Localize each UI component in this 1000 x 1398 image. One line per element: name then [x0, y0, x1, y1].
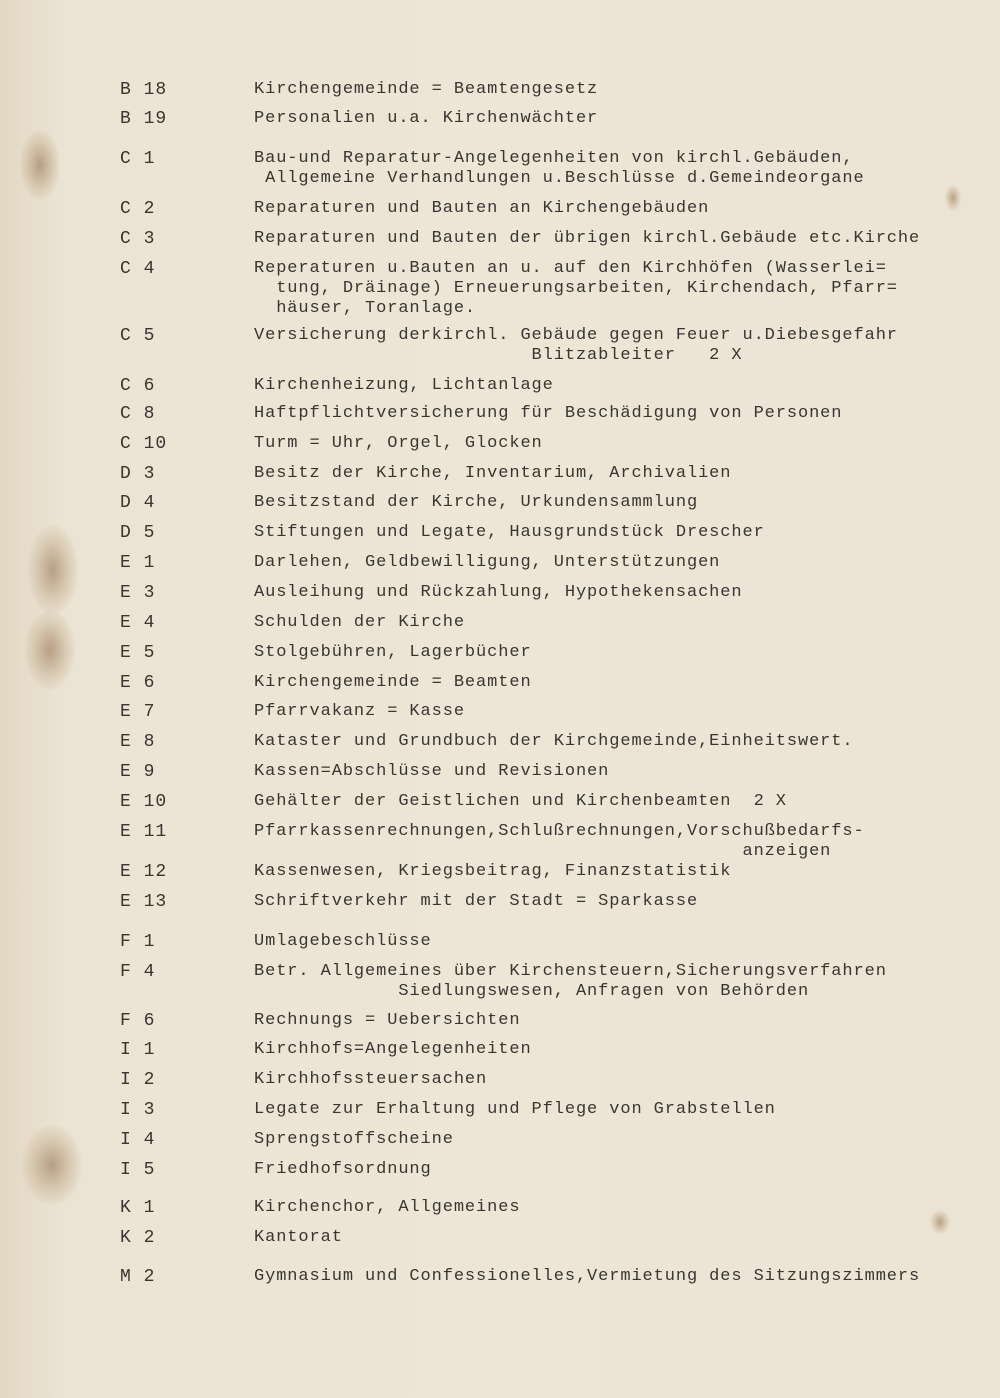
entry-description: Pfarrkassenrechnungen,Schlußrechnungen,Vorschußbedarfs- — [254, 822, 865, 841]
entry-description: Besitzstand der Kirche, Urkundensammlung — [254, 493, 699, 512]
entry-code: F 6 — [120, 1011, 156, 1031]
stain — [930, 1210, 950, 1234]
entry-description: Rechnungs = Uebersichten — [254, 1011, 521, 1030]
entry-code: F 1 — [120, 932, 156, 952]
stain — [945, 185, 961, 211]
entry-description: Reparaturen und Bauten an Kirchengebäuden — [254, 199, 710, 218]
entry-description: Bau-und Reparatur-Angelegenheiten von kirchl.Gebäuden, — [254, 149, 854, 168]
entry-description: häuser, Toranlage. — [254, 299, 477, 318]
entry-description: Kirchengemeinde = Beamtengesetz — [254, 80, 599, 99]
entry-description: Friedhofsordnung — [254, 1160, 432, 1179]
entry-code: I 5 — [120, 1160, 156, 1180]
entry-code: E 11 — [120, 822, 168, 842]
entry-description: Kirchengemeinde = Beamten — [254, 673, 532, 692]
entry-description: Betr. Allgemeines über Kirchensteuern,Sicherungsverfahren — [254, 962, 887, 981]
entry-description: Reparaturen und Bauten der übrigen kirchl.Gebäude etc.Kirche — [254, 229, 921, 248]
entry-code: E 4 — [120, 613, 156, 633]
entry-code: C 5 — [120, 326, 156, 346]
entry-description: Kirchhofs=Angelegenheiten — [254, 1040, 532, 1059]
entry-code: F 4 — [120, 962, 156, 982]
entry-code: E 3 — [120, 583, 156, 603]
entry-description: Reperaturen u.Bauten an u. auf den Kirchhöfen (Wasserlei= — [254, 259, 887, 278]
stain — [22, 1125, 82, 1205]
entry-code: E 1 — [120, 553, 156, 573]
entry-description: Stolgebühren, Lagerbücher — [254, 643, 532, 662]
entry-code: E 9 — [120, 762, 156, 782]
entry-description: Versicherung derkirchl. Gebäude gegen Feuer u.Diebesgefahr — [254, 326, 898, 345]
entry-description: Kataster und Grundbuch der Kirchgemeinde,Einheitswert. — [254, 732, 854, 751]
entry-code: D 5 — [120, 523, 156, 543]
entry-description: Turm = Uhr, Orgel, Glocken — [254, 434, 543, 453]
entry-code: C 8 — [120, 404, 156, 424]
stain — [25, 610, 75, 690]
entry-code: E 5 — [120, 643, 156, 663]
entry-code: C 10 — [120, 434, 168, 454]
entry-description: Kassenwesen, Kriegsbeitrag, Finanzstatistik — [254, 862, 732, 881]
entry-description: Haftpflichtversicherung für Beschädigung von Personen — [254, 404, 843, 423]
entry-code: M 2 — [120, 1267, 156, 1287]
entry-code: K 2 — [120, 1228, 156, 1248]
entry-code: D 4 — [120, 493, 156, 513]
entry-code: I 4 — [120, 1130, 156, 1150]
entry-code: D 3 — [120, 464, 156, 484]
entry-description: Schriftverkehr mit der Stadt = Sparkasse — [254, 892, 699, 911]
entry-description: Besitz der Kirche, Inventarium, Archivalien — [254, 464, 732, 483]
entry-code: B 19 — [120, 109, 168, 129]
entry-description: Stiftungen und Legate, Hausgrundstück Drescher — [254, 523, 765, 542]
entry-description: Gehälter der Geistlichen und Kirchenbeamten 2 X — [254, 792, 787, 811]
entry-description: Pfarrvakanz = Kasse — [254, 702, 465, 721]
entry-description: Darlehen, Geldbewilligung, Unterstützungen — [254, 553, 721, 572]
entry-description: Legate zur Erhaltung und Pflege von Grabstellen — [254, 1100, 776, 1119]
entry-description: Kantorat — [254, 1228, 343, 1247]
entry-description: tung, Dräinage) Erneuerungsarbeiten, Kirchendach, Pfarr= — [254, 279, 898, 298]
entry-code: E 12 — [120, 862, 168, 882]
entry-description: Umlagebeschlüsse — [254, 932, 432, 951]
entry-description: Sprengstoffscheine — [254, 1130, 454, 1149]
stain — [28, 525, 78, 615]
entry-description: Kirchhofssteuersachen — [254, 1070, 488, 1089]
entry-description: Gymnasium und Confessionelles,Vermietung des Sitzungszimmers — [254, 1267, 921, 1286]
entry-code: E 10 — [120, 792, 168, 812]
entry-code: C 4 — [120, 259, 156, 279]
entry-code: B 18 — [120, 80, 168, 100]
entry-code: C 1 — [120, 149, 156, 169]
entry-code: E 13 — [120, 892, 168, 912]
entry-code: E 7 — [120, 702, 156, 722]
entry-description: Kirchenchor, Allgemeines — [254, 1198, 521, 1217]
entry-code: I 3 — [120, 1100, 156, 1120]
entry-code: E 6 — [120, 673, 156, 693]
entry-description: anzeigen — [254, 842, 832, 861]
entry-description: Kirchenheizung, Lichtanlage — [254, 376, 554, 395]
entry-code: C 6 — [120, 376, 156, 396]
entry-description: Allgemeine Verhandlungen u.Beschlüsse d.Gemeindeorgane — [254, 169, 865, 188]
entry-code: K 1 — [120, 1198, 156, 1218]
entry-description: Schulden der Kirche — [254, 613, 465, 632]
entry-description: Siedlungswesen, Anfragen von Behörden — [254, 982, 810, 1001]
entry-description: Kassen=Abschlüsse und Revisionen — [254, 762, 610, 781]
entry-code: C 3 — [120, 229, 156, 249]
entry-description: Personalien u.a. Kirchenwächter — [254, 109, 599, 128]
entry-code: I 2 — [120, 1070, 156, 1090]
entry-description: Ausleihung und Rückzahlung, Hypothekensachen — [254, 583, 743, 602]
entry-code: C 2 — [120, 199, 156, 219]
entry-code: E 8 — [120, 732, 156, 752]
entry-description: Blitzableiter 2 X — [254, 346, 743, 365]
stain — [20, 130, 60, 200]
entry-code: I 1 — [120, 1040, 156, 1060]
